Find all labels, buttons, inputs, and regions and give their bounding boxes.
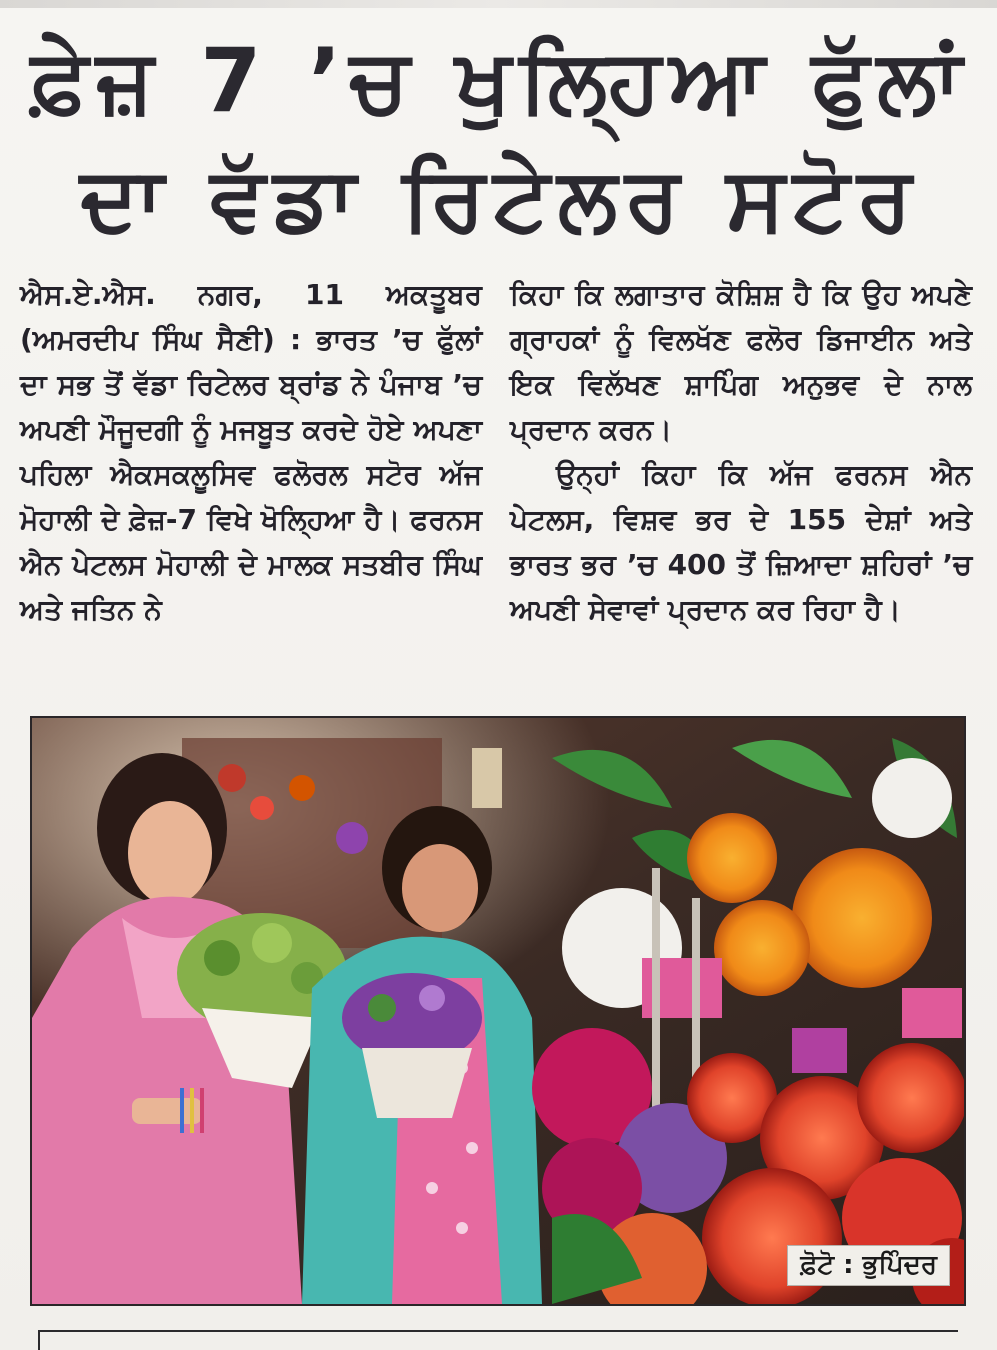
dateline: ਐਸ.ਏ.ਐਸ. ਨਗਰ, 11 ਅਕਤੂਬਰ [20, 278, 482, 311]
body-text-left: ਭਾਰਤ ’ਚ ਫੁੱਲਾਂ ਦਾ ਸਭ ਤੋਂ ਵੱਡਾ ਰਿਟੇਲਰ ਬ੍ਰਾਂਡ ਨੇ ਪੰਜਾਬ ’ਚ ਅਪਣੀ ਮੌਜੂਦਗੀ ਨੂੰ ਮਜਬੂਤ ਕਰਦੇ ਹੋਏ ਅਪਣਾ ਪਹਿਲਾ ਐਕਸਕਲੂਸਿਵ ਫਲੋਰਲ ਸਟੋਰ ਅੱਜ ਮੋਹਾਲੀ ਦੇ ਫ਼ੇਜ਼-7 ਵਿਖੇ ਖੋਲ੍ਹਿਆ ਹੈ। ਫਰਨਸ ਐਨ ਪੇਟਲਸ ਮੋਹਾਲੀ ਦੇ ਮਾਲਕ ਸਤਬੀਰ ਸਿੰਘ ਅਤੇ ਜਤਿਨ ਨੇ [20, 323, 483, 626]
top-border [0, 0, 997, 8]
body-paragraph-2: ਉਨ੍ਹਾਂ ਕਿਹਾ ਕਿ ਅੱਜ ਫਰਨਸ ਐਨ ਪੇਟਲਸ, ਵਿਸ਼ਵ ਭਰ ਦੇ 155 ਦੇਸ਼ਾਂ ਅਤੇ ਭਾਰਤ ਭਰ ’ਚ 400 ਤੋਂ ਜ਼ਿਆਦਾ ਸ਼ਹਿਰਾਂ ’ਚ ਅਪਣੀ ਸੇਵਾਵਾਂ ਪ੍ਰਦਾਨ ਕਰ ਰਿਹਾ ਹੈ। [510, 458, 972, 626]
headline-line-2: ਦਾ ਵੱਡਾ ਰਿਟੇਲਰ ਸਟੋਰ [80, 147, 920, 250]
article-column-left [20, 272, 482, 632]
photo-illustration [32, 718, 964, 1304]
bottom-rule-corner [38, 1330, 40, 1350]
article-column-right [510, 272, 972, 632]
news-photo [30, 716, 966, 1306]
article-columns [20, 272, 970, 712]
bottom-rule [38, 1330, 958, 1332]
headline-line-1: ਫ਼ੇਜ਼ 7 ’ਚ ਖੁਲ੍ਹਿਆ ਫੁੱਲਾਂ [30, 29, 970, 132]
headline [20, 22, 980, 258]
byline: (ਅਮਰਦੀਪ ਸਿੰਘ ਸੈਣੀ) : [20, 323, 302, 356]
body-paragraph-1: ਕਿਹਾ ਕਿ ਲਗਾਤਾਰ ਕੋਸ਼ਿਸ਼ ਹੈ ਕਿ ਉਹ ਅਪਣੇ ਗ੍ਰਾਹਕਾਂ ਨੂੰ ਵਿਲਖੱਣ ਫਲੋਰ ਡਿਜਾਈਨ ਅਤੇ ਇਕ ਵਿਲੱਖਣ ਸ਼ਾਪਿੰਗ ਅਨੁਭਵ ਦੇ ਨਾਲ ਪ੍ਰਦਾਨ ਕਰਨ। [510, 278, 972, 446]
photo-credit: ਫ਼ੋਟੋ : ਭੁਪਿੰਦਰ [787, 1245, 950, 1286]
